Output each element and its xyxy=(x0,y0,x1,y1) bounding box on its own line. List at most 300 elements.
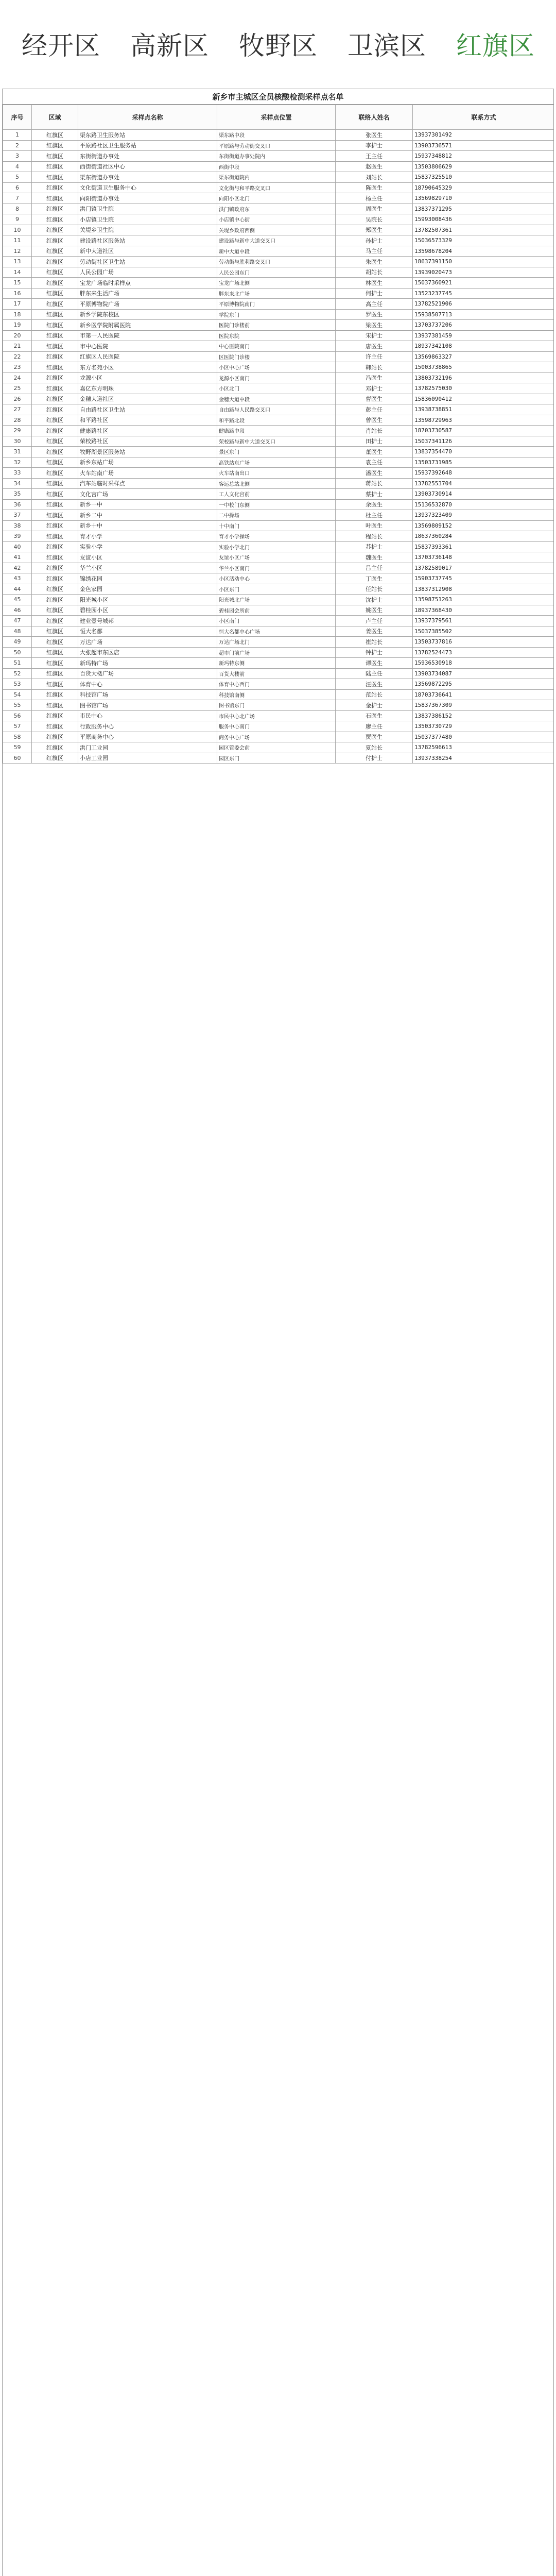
row-site-name[interactable]: 平原路社区卫生服务站 xyxy=(78,140,217,151)
row-contact-phone[interactable]: 13569829710 xyxy=(413,193,554,204)
row-number[interactable]: 24 xyxy=(3,372,32,383)
row-district[interactable]: 红旗区 xyxy=(32,721,78,732)
row-district[interactable]: 红旗区 xyxy=(32,182,78,193)
row-site-name[interactable]: 实验小学 xyxy=(78,541,217,552)
row-site-name[interactable]: 新乡十中 xyxy=(78,520,217,531)
row-site-name[interactable]: 阳光城小区 xyxy=(78,595,217,605)
row-site-location[interactable]: 图书馆东门 xyxy=(217,700,336,711)
row-site-location[interactable]: 医院东院 xyxy=(217,330,336,341)
row-site-location[interactable]: 实验小学北门 xyxy=(217,541,336,552)
row-contact-person[interactable]: 范站长 xyxy=(336,689,413,700)
row-number[interactable]: 9 xyxy=(3,214,32,225)
row-site-name[interactable]: 牧野湖景区服务站 xyxy=(78,447,217,457)
row-contact-person[interactable]: 卢主任 xyxy=(336,616,413,626)
row-site-name[interactable]: 宝龙广场临时采样点 xyxy=(78,278,217,289)
row-number[interactable]: 50 xyxy=(3,647,32,658)
row-number[interactable]: 51 xyxy=(3,658,32,669)
row-number[interactable]: 47 xyxy=(3,616,32,626)
row-district[interactable]: 红旗区 xyxy=(32,404,78,415)
row-district[interactable]: 红旗区 xyxy=(32,151,78,162)
row-number[interactable]: 6 xyxy=(3,182,32,193)
row-site-location[interactable]: 小区北门 xyxy=(217,383,336,394)
row-site-location[interactable]: 友谊小区广场 xyxy=(217,552,336,563)
row-contact-phone[interactable]: 13903730914 xyxy=(413,489,554,500)
row-site-name[interactable]: 东方名苑小区 xyxy=(78,362,217,373)
row-number[interactable]: 19 xyxy=(3,320,32,331)
row-contact-phone[interactable]: 18937342108 xyxy=(413,341,554,352)
row-district[interactable]: 红旗区 xyxy=(32,426,78,436)
row-site-name[interactable]: 新乡二中 xyxy=(78,510,217,521)
row-site-name[interactable]: 碧桂园小区 xyxy=(78,605,217,616)
row-number[interactable]: 45 xyxy=(3,595,32,605)
tab-weibin[interactable]: 卫滨区 xyxy=(348,31,426,61)
row-district[interactable]: 红旗区 xyxy=(32,710,78,721)
row-site-name[interactable]: 向阳街道办事处 xyxy=(78,193,217,204)
row-contact-phone[interactable]: 13803732196 xyxy=(413,372,554,383)
row-number[interactable]: 34 xyxy=(3,478,32,489)
row-site-location[interactable]: 和平路北段 xyxy=(217,415,336,426)
row-number[interactable]: 14 xyxy=(3,267,32,278)
row-contact-person[interactable]: 林医生 xyxy=(336,278,413,289)
row-site-name[interactable]: 华兰小区 xyxy=(78,563,217,573)
row-site-name[interactable]: 文化宫广场 xyxy=(78,489,217,500)
row-district[interactable]: 红旗区 xyxy=(32,637,78,648)
row-district[interactable]: 红旗区 xyxy=(32,563,78,573)
row-number[interactable]: 13 xyxy=(3,257,32,267)
row-site-location[interactable]: 向阳小区北门 xyxy=(217,193,336,204)
tab-muye[interactable]: 牧野区 xyxy=(239,31,318,61)
row-district[interactable]: 红旗区 xyxy=(32,457,78,468)
row-contact-person[interactable]: 冯医生 xyxy=(336,372,413,383)
row-district[interactable]: 红旗区 xyxy=(32,204,78,214)
row-number[interactable]: 27 xyxy=(3,404,32,415)
row-district[interactable]: 红旗区 xyxy=(32,499,78,510)
row-contact-phone[interactable]: 13503806629 xyxy=(413,161,554,172)
row-contact-phone[interactable]: 15136532870 xyxy=(413,499,554,510)
row-contact-phone[interactable]: 13937338254 xyxy=(413,753,554,764)
row-site-location[interactable]: 十中南门 xyxy=(217,520,336,531)
row-contact-person[interactable]: 蔡护士 xyxy=(336,489,413,500)
row-site-name[interactable]: 新中大道社区 xyxy=(78,246,217,257)
row-number[interactable]: 11 xyxy=(3,235,32,246)
row-district[interactable]: 红旗区 xyxy=(32,510,78,521)
row-contact-person[interactable]: 宋护士 xyxy=(336,330,413,341)
row-contact-phone[interactable]: 13569809152 xyxy=(413,520,554,531)
row-district[interactable]: 红旗区 xyxy=(32,668,78,679)
row-contact-person[interactable]: 曹医生 xyxy=(336,394,413,404)
row-contact-person[interactable]: 田护士 xyxy=(336,436,413,447)
row-contact-phone[interactable]: 15036573329 xyxy=(413,235,554,246)
row-contact-phone[interactable]: 13782589017 xyxy=(413,563,554,573)
row-contact-phone[interactable]: 15837325510 xyxy=(413,172,554,183)
row-district[interactable]: 红旗区 xyxy=(32,468,78,479)
row-contact-person[interactable]: 张医生 xyxy=(336,130,413,141)
row-site-location[interactable]: 荣校路与新中大道交叉口 xyxy=(217,436,336,447)
row-contact-person[interactable]: 余医生 xyxy=(336,499,413,510)
row-number[interactable]: 43 xyxy=(3,573,32,584)
row-contact-phone[interactable]: 13837354470 xyxy=(413,447,554,457)
row-district[interactable]: 红旗区 xyxy=(32,605,78,616)
row-number[interactable]: 58 xyxy=(3,732,32,742)
row-contact-phone[interactable]: 13937381459 xyxy=(413,330,554,341)
row-number[interactable]: 55 xyxy=(3,700,32,711)
row-site-location[interactable]: 小区中心广场 xyxy=(217,362,336,373)
row-site-location[interactable]: 龙源小区南门 xyxy=(217,372,336,383)
row-contact-phone[interactable]: 18790645329 xyxy=(413,182,554,193)
row-district[interactable]: 红旗区 xyxy=(32,732,78,742)
row-site-location[interactable]: 医院门诊楼前 xyxy=(217,320,336,331)
row-contact-person[interactable]: 蒋站长 xyxy=(336,478,413,489)
row-district[interactable]: 红旗区 xyxy=(32,172,78,183)
row-contact-person[interactable]: 周医生 xyxy=(336,204,413,214)
row-site-location[interactable]: 西街中段 xyxy=(217,161,336,172)
row-contact-phone[interactable]: 13782596613 xyxy=(413,742,554,753)
row-contact-phone[interactable]: 13503737816 xyxy=(413,637,554,648)
row-district[interactable]: 红旗区 xyxy=(32,647,78,658)
row-number[interactable]: 40 xyxy=(3,541,32,552)
row-site-name[interactable]: 锦绣花园 xyxy=(78,573,217,584)
row-number[interactable]: 42 xyxy=(3,563,32,573)
row-district[interactable]: 红旗区 xyxy=(32,584,78,595)
row-district[interactable]: 红旗区 xyxy=(32,362,78,373)
row-number[interactable]: 10 xyxy=(3,225,32,235)
row-contact-person[interactable]: 孙护士 xyxy=(336,235,413,246)
row-number[interactable]: 57 xyxy=(3,721,32,732)
row-district[interactable]: 红旗区 xyxy=(32,394,78,404)
row-contact-phone[interactable]: 13569863327 xyxy=(413,351,554,362)
row-contact-phone[interactable]: 15837367309 xyxy=(413,700,554,711)
row-contact-phone[interactable]: 18703730587 xyxy=(413,426,554,436)
row-contact-phone[interactable]: 13782575030 xyxy=(413,383,554,394)
row-site-location[interactable]: 园区管委会前 xyxy=(217,742,336,753)
row-site-location[interactable]: 健康路中段 xyxy=(217,426,336,436)
row-site-name[interactable]: 百货大楼广场 xyxy=(78,668,217,679)
row-site-name[interactable]: 育才小学 xyxy=(78,531,217,542)
row-number[interactable]: 30 xyxy=(3,436,32,447)
row-contact-phone[interactable]: 18637360284 xyxy=(413,531,554,542)
row-site-name[interactable]: 建业壹号城邦 xyxy=(78,616,217,626)
row-site-name[interactable]: 洪门镇卫生院 xyxy=(78,204,217,214)
row-number[interactable]: 46 xyxy=(3,605,32,616)
row-site-name[interactable]: 荣校路社区 xyxy=(78,436,217,447)
row-contact-phone[interactable]: 15836090412 xyxy=(413,394,554,404)
row-number[interactable]: 33 xyxy=(3,468,32,479)
row-number[interactable]: 4 xyxy=(3,161,32,172)
row-number[interactable]: 26 xyxy=(3,394,32,404)
row-contact-person[interactable]: 沈护士 xyxy=(336,595,413,605)
row-site-name[interactable]: 新乡一中 xyxy=(78,499,217,510)
row-contact-person[interactable]: 吕主任 xyxy=(336,563,413,573)
row-contact-phone[interactable]: 13703737206 xyxy=(413,320,554,331)
row-site-name[interactable]: 胖东来生活广场 xyxy=(78,288,217,299)
row-contact-person[interactable]: 苏护士 xyxy=(336,541,413,552)
row-site-name[interactable]: 人民公园广场 xyxy=(78,267,217,278)
row-contact-person[interactable]: 曾医生 xyxy=(336,415,413,426)
row-site-location[interactable]: 工人文化宫前 xyxy=(217,489,336,500)
row-site-name[interactable]: 东街街道办事处 xyxy=(78,151,217,162)
row-site-location[interactable]: 小区东门 xyxy=(217,584,336,595)
row-contact-person[interactable]: 高主任 xyxy=(336,299,413,310)
row-site-name[interactable]: 和平路社区 xyxy=(78,415,217,426)
row-contact-person[interactable]: 杨主任 xyxy=(336,193,413,204)
row-site-location[interactable]: 渠东街道院内 xyxy=(217,172,336,183)
row-number[interactable]: 3 xyxy=(3,151,32,162)
row-contact-person[interactable]: 赵医生 xyxy=(336,161,413,172)
row-site-name[interactable]: 渠东路卫生服务站 xyxy=(78,130,217,141)
row-contact-phone[interactable]: 15936530918 xyxy=(413,658,554,669)
row-site-location[interactable]: 碧桂园会所前 xyxy=(217,605,336,616)
row-contact-person[interactable]: 刘站长 xyxy=(336,172,413,183)
row-site-location[interactable]: 区医院门诊楼 xyxy=(217,351,336,362)
row-site-name[interactable]: 体育中心 xyxy=(78,679,217,690)
row-contact-phone[interactable]: 18703736641 xyxy=(413,689,554,700)
row-contact-phone[interactable]: 13903734087 xyxy=(413,668,554,679)
row-contact-phone[interactable]: 13503731985 xyxy=(413,457,554,468)
row-contact-person[interactable]: 郑医生 xyxy=(336,225,413,235)
row-contact-phone[interactable]: 13523237745 xyxy=(413,288,554,299)
row-district[interactable]: 红旗区 xyxy=(32,278,78,289)
row-number[interactable]: 49 xyxy=(3,637,32,648)
row-site-location[interactable]: 育才小学操场 xyxy=(217,531,336,542)
row-site-name[interactable]: 行政服务中心 xyxy=(78,721,217,732)
row-number[interactable]: 16 xyxy=(3,288,32,299)
row-contact-person[interactable]: 姜医生 xyxy=(336,626,413,637)
row-site-location[interactable]: 胖东来北广场 xyxy=(217,288,336,299)
row-district[interactable]: 红旗区 xyxy=(32,478,78,489)
row-site-location[interactable]: 平原博物院南门 xyxy=(217,299,336,310)
row-contact-person[interactable]: 钟护士 xyxy=(336,647,413,658)
row-district[interactable]: 红旗区 xyxy=(32,140,78,151)
row-number[interactable]: 38 xyxy=(3,520,32,531)
row-site-name[interactable]: 大张超市东区店 xyxy=(78,647,217,658)
row-contact-phone[interactable]: 13782553704 xyxy=(413,478,554,489)
row-site-name[interactable]: 劳动街社区卫生站 xyxy=(78,257,217,267)
row-contact-person[interactable]: 叶医生 xyxy=(336,520,413,531)
row-number[interactable]: 54 xyxy=(3,689,32,700)
row-site-location[interactable]: 火车站南出口 xyxy=(217,468,336,479)
row-number[interactable]: 21 xyxy=(3,341,32,352)
row-site-location[interactable]: 建设路与新中大道交叉口 xyxy=(217,235,336,246)
row-site-name[interactable]: 新乡学院东校区 xyxy=(78,309,217,320)
row-contact-phone[interactable]: 13598678204 xyxy=(413,246,554,257)
row-site-location[interactable]: 劳动街与胜利路交叉口 xyxy=(217,257,336,267)
row-number[interactable]: 39 xyxy=(3,531,32,542)
row-district[interactable]: 红旗区 xyxy=(32,742,78,753)
row-district[interactable]: 红旗区 xyxy=(32,753,78,764)
row-site-name[interactable]: 文化街道卫生服务中心 xyxy=(78,182,217,193)
row-site-name[interactable]: 市第一人民医院 xyxy=(78,330,217,341)
row-site-location[interactable]: 一中校门东侧 xyxy=(217,499,336,510)
row-site-location[interactable]: 园区东门 xyxy=(217,753,336,764)
row-contact-person[interactable]: 朱医生 xyxy=(336,257,413,267)
row-site-location[interactable]: 小区南门 xyxy=(217,616,336,626)
row-contact-phone[interactable]: 13503730729 xyxy=(413,721,554,732)
row-district[interactable]: 红旗区 xyxy=(32,330,78,341)
row-site-location[interactable]: 平原路与劳动街交叉口 xyxy=(217,140,336,151)
row-district[interactable]: 红旗区 xyxy=(32,320,78,331)
row-contact-person[interactable]: 董医生 xyxy=(336,447,413,457)
row-site-name[interactable]: 万达广场 xyxy=(78,637,217,648)
row-number[interactable]: 7 xyxy=(3,193,32,204)
row-number[interactable]: 8 xyxy=(3,204,32,214)
row-number[interactable]: 37 xyxy=(3,510,32,521)
row-contact-person[interactable]: 罗医生 xyxy=(336,309,413,320)
row-district[interactable]: 红旗区 xyxy=(32,689,78,700)
row-site-name[interactable]: 图书馆广场 xyxy=(78,700,217,711)
row-site-name[interactable]: 市中心医院 xyxy=(78,341,217,352)
row-district[interactable]: 红旗区 xyxy=(32,161,78,172)
row-site-location[interactable]: 华兰小区南门 xyxy=(217,563,336,573)
row-site-location[interactable]: 渠东路中段 xyxy=(217,130,336,141)
row-district[interactable]: 红旗区 xyxy=(32,341,78,352)
row-site-location[interactable]: 超市门前广场 xyxy=(217,647,336,658)
row-site-name[interactable]: 平原博物院广场 xyxy=(78,299,217,310)
row-number[interactable]: 48 xyxy=(3,626,32,637)
row-contact-person[interactable]: 石医生 xyxy=(336,710,413,721)
row-contact-phone[interactable]: 13703736148 xyxy=(413,552,554,563)
row-contact-person[interactable]: 谭医生 xyxy=(336,658,413,669)
row-contact-phone[interactable]: 15003738865 xyxy=(413,362,554,373)
row-district[interactable]: 红旗区 xyxy=(32,700,78,711)
row-site-location[interactable]: 景区东门 xyxy=(217,447,336,457)
row-number[interactable]: 28 xyxy=(3,415,32,426)
row-site-name[interactable]: 建设路社区服务站 xyxy=(78,235,217,246)
row-contact-phone[interactable]: 13903736571 xyxy=(413,140,554,151)
row-contact-person[interactable]: 杜主任 xyxy=(336,510,413,521)
row-site-location[interactable]: 商务中心广场 xyxy=(217,732,336,742)
row-site-location[interactable]: 金穗大道中段 xyxy=(217,394,336,404)
row-number[interactable]: 36 xyxy=(3,499,32,510)
row-contact-phone[interactable]: 13937323409 xyxy=(413,510,554,521)
row-site-location[interactable]: 体育中心西门 xyxy=(217,679,336,690)
row-site-location[interactable]: 人民公园东门 xyxy=(217,267,336,278)
row-district[interactable]: 红旗区 xyxy=(32,288,78,299)
row-contact-person[interactable]: 肖站长 xyxy=(336,426,413,436)
row-contact-person[interactable]: 陈医生 xyxy=(336,182,413,193)
row-number[interactable]: 60 xyxy=(3,753,32,764)
row-district[interactable]: 红旗区 xyxy=(32,130,78,141)
row-contact-phone[interactable]: 15037360921 xyxy=(413,278,554,289)
row-contact-person[interactable]: 唐医生 xyxy=(336,341,413,352)
row-site-name[interactable]: 新乡医学院附属医院 xyxy=(78,320,217,331)
row-contact-phone[interactable]: 13837371295 xyxy=(413,204,554,214)
row-site-name[interactable]: 科技馆广场 xyxy=(78,689,217,700)
row-site-location[interactable]: 高铁站东广场 xyxy=(217,457,336,468)
row-site-name[interactable]: 红旗区人民医院 xyxy=(78,351,217,362)
row-site-location[interactable]: 恒大名都中心广场 xyxy=(217,626,336,637)
row-district[interactable]: 红旗区 xyxy=(32,225,78,235)
row-contact-person[interactable]: 王主任 xyxy=(336,151,413,162)
row-contact-person[interactable]: 潘医生 xyxy=(336,468,413,479)
row-number[interactable]: 56 xyxy=(3,710,32,721)
row-site-name[interactable]: 渠东街道办事处 xyxy=(78,172,217,183)
row-site-name[interactable]: 汽车站临时采样点 xyxy=(78,478,217,489)
row-district[interactable]: 红旗区 xyxy=(32,235,78,246)
row-district[interactable]: 红旗区 xyxy=(32,436,78,447)
row-site-location[interactable]: 东街街道办事处院内 xyxy=(217,151,336,162)
row-district[interactable]: 红旗区 xyxy=(32,351,78,362)
row-number[interactable]: 59 xyxy=(3,742,32,753)
row-contact-phone[interactable]: 15993008436 xyxy=(413,214,554,225)
row-number[interactable]: 44 xyxy=(3,584,32,595)
row-contact-phone[interactable]: 13598729963 xyxy=(413,415,554,426)
row-district[interactable]: 红旗区 xyxy=(32,541,78,552)
row-contact-person[interactable]: 梁医生 xyxy=(336,320,413,331)
row-contact-person[interactable]: 袁主任 xyxy=(336,457,413,468)
row-number[interactable]: 5 xyxy=(3,172,32,183)
tab-gaoxin[interactable]: 高新区 xyxy=(130,31,209,61)
row-site-name[interactable]: 自由路社区卫生站 xyxy=(78,404,217,415)
row-number[interactable]: 17 xyxy=(3,299,32,310)
row-site-name[interactable]: 小店工业园 xyxy=(78,753,217,764)
row-contact-person[interactable]: 任站长 xyxy=(336,584,413,595)
row-contact-person[interactable]: 李护士 xyxy=(336,140,413,151)
row-site-name[interactable]: 嘉亿东方明珠 xyxy=(78,383,217,394)
tab-jingkai[interactable]: 经开区 xyxy=(22,31,100,61)
row-contact-phone[interactable]: 13782524473 xyxy=(413,647,554,658)
row-contact-person[interactable]: 彭主任 xyxy=(336,404,413,415)
row-district[interactable]: 红旗区 xyxy=(32,489,78,500)
row-district[interactable]: 红旗区 xyxy=(32,383,78,394)
row-number[interactable]: 35 xyxy=(3,489,32,500)
row-contact-phone[interactable]: 13837312908 xyxy=(413,584,554,595)
row-number[interactable]: 52 xyxy=(3,668,32,679)
row-site-location[interactable]: 阳光城北广场 xyxy=(217,595,336,605)
row-site-location[interactable]: 文化街与和平路交叉口 xyxy=(217,182,336,193)
row-number[interactable]: 53 xyxy=(3,679,32,690)
row-site-location[interactable]: 万达广场北门 xyxy=(217,637,336,648)
row-number[interactable]: 12 xyxy=(3,246,32,257)
row-number[interactable]: 23 xyxy=(3,362,32,373)
row-site-name[interactable]: 关堤乡卫生院 xyxy=(78,225,217,235)
row-site-name[interactable]: 火车站南广场 xyxy=(78,468,217,479)
row-site-name[interactable]: 友谊小区 xyxy=(78,552,217,563)
row-site-name[interactable]: 金穗大道社区 xyxy=(78,394,217,404)
row-site-name[interactable]: 西街街道社区中心 xyxy=(78,161,217,172)
row-number[interactable]: 29 xyxy=(3,426,32,436)
row-contact-phone[interactable]: 18937368430 xyxy=(413,605,554,616)
row-site-name[interactable]: 小店镇卫生院 xyxy=(78,214,217,225)
row-site-location[interactable]: 小店镇中心街 xyxy=(217,214,336,225)
row-site-location[interactable]: 百货大楼前 xyxy=(217,668,336,679)
row-district[interactable]: 红旗区 xyxy=(32,595,78,605)
row-site-location[interactable]: 小区活动中心 xyxy=(217,573,336,584)
row-number[interactable]: 15 xyxy=(3,278,32,289)
row-number[interactable]: 31 xyxy=(3,447,32,457)
row-contact-phone[interactable]: 15037377480 xyxy=(413,732,554,742)
row-site-name[interactable]: 龙源小区 xyxy=(78,372,217,383)
row-contact-phone[interactable]: 13937301492 xyxy=(413,130,554,141)
row-contact-phone[interactable]: 15837393361 xyxy=(413,541,554,552)
row-district[interactable]: 红旗区 xyxy=(32,372,78,383)
row-site-name[interactable]: 平原商务中心 xyxy=(78,732,217,742)
row-site-name[interactable]: 恒大名都 xyxy=(78,626,217,637)
row-contact-person[interactable]: 陆主任 xyxy=(336,668,413,679)
row-contact-phone[interactable]: 15037385502 xyxy=(413,626,554,637)
row-contact-phone[interactable]: 13937379561 xyxy=(413,616,554,626)
row-site-location[interactable]: 洪门镇政府东 xyxy=(217,204,336,214)
row-district[interactable]: 红旗区 xyxy=(32,267,78,278)
row-site-name[interactable]: 新玛特广场 xyxy=(78,658,217,669)
row-number[interactable]: 25 xyxy=(3,383,32,394)
row-district[interactable]: 红旗区 xyxy=(32,679,78,690)
row-contact-person[interactable]: 魏医生 xyxy=(336,552,413,563)
row-site-name[interactable]: 健康路社区 xyxy=(78,426,217,436)
row-contact-person[interactable]: 韩站长 xyxy=(336,362,413,373)
row-contact-person[interactable]: 贾医生 xyxy=(336,732,413,742)
row-site-location[interactable]: 新玛特东侧 xyxy=(217,658,336,669)
row-contact-phone[interactable]: 13569872295 xyxy=(413,679,554,690)
